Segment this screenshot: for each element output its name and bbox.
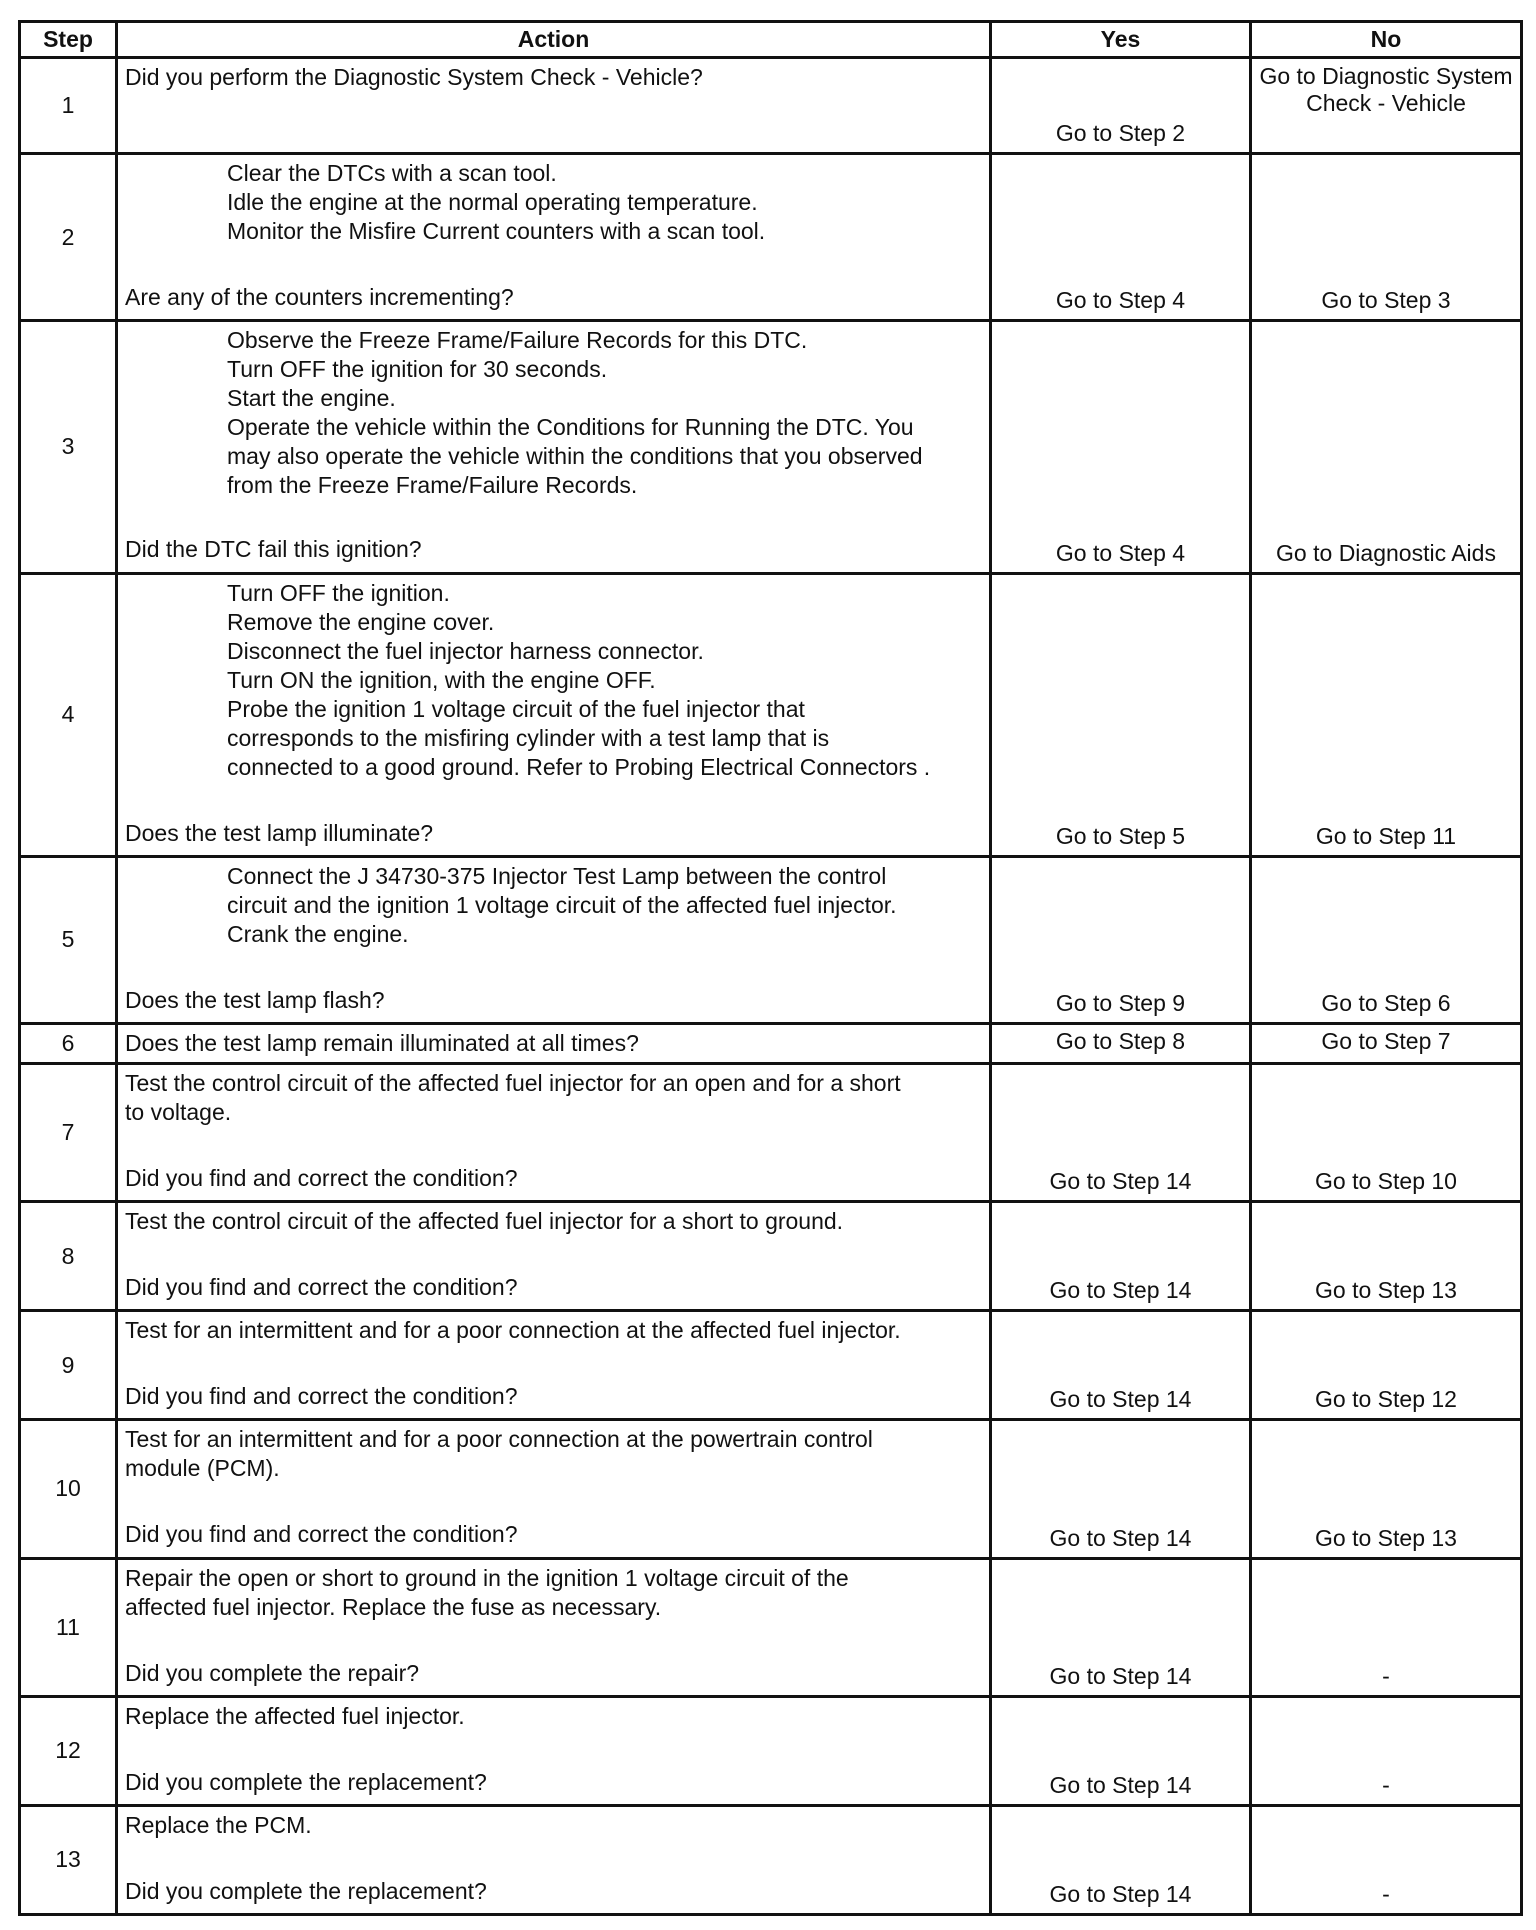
step-number: 9	[20, 1311, 117, 1420]
action-instruction: Turn ON the ignition, with the engine OFF.	[227, 666, 656, 693]
step-number: 8	[20, 1202, 117, 1311]
action-instruction: Idle the engine at the normal operating temperature.	[227, 189, 758, 216]
action-instruction: connected to a good ground. Refer to Probing Electrical Connectors .	[227, 753, 931, 780]
no-outcome: Go to Step 6	[1251, 856, 1522, 1023]
action-instruction: Monitor the Misfire Current counters with a scan tool.	[227, 218, 766, 245]
no-outcome: Go to Step 13	[1251, 1420, 1522, 1558]
action-question: Did the DTC fail this ignition?	[125, 536, 422, 563]
table-row	[20, 1420, 1522, 1558]
action-cell	[117, 58, 991, 154]
yes-outcome: Go to Step 14	[991, 1696, 1251, 1805]
action-text: affected fuel injector. Replace the fuse as necessary.	[125, 1593, 662, 1620]
action-text: Repair the open or short to ground in the ignition 1 voltage circuit of the	[125, 1564, 849, 1591]
step-number: 6	[20, 1024, 117, 1064]
action-instruction: Remove the engine cover.	[227, 608, 495, 635]
no-outcome: -	[1251, 1696, 1522, 1805]
action-question: Did you find and correct the condition?	[125, 1165, 518, 1192]
action-question: Did you complete the replacement?	[125, 1877, 487, 1904]
action-instruction: may also operate the vehicle within the conditions that you observed	[227, 443, 923, 470]
action-cell	[117, 1024, 991, 1064]
action-instruction: Operate the vehicle within the Conditions for Running the DTC. You	[227, 414, 914, 441]
action-cell	[117, 1558, 991, 1696]
action-question: Does the test lamp illuminate?	[125, 819, 434, 846]
action-cell	[117, 1202, 991, 1311]
step-number: 5	[20, 856, 117, 1023]
action-question: Are any of the counters incrementing?	[125, 284, 514, 311]
table-row	[20, 1696, 1522, 1805]
action-text: Test for an intermittent and for a poor connection at the affected fuel injector.	[125, 1317, 901, 1344]
action-cell	[117, 1805, 991, 1914]
header-yes: Yes	[991, 22, 1251, 58]
header-action: Action	[117, 22, 991, 58]
yes-outcome: Go to Step 14	[991, 1420, 1251, 1558]
step-number: 4	[20, 573, 117, 856]
action-instruction: circuit and the ignition 1 voltage circuit of the affected fuel injector.	[227, 891, 897, 918]
action-text: Replace the PCM.	[125, 1811, 312, 1838]
action-text: Test the control circuit of the affected fuel injector for an open and for a short	[125, 1070, 901, 1097]
action-instruction: from the Freeze Frame/Failure Records.	[227, 472, 638, 499]
action-instruction: corresponds to the misfiring cylinder with a test lamp that is	[227, 724, 830, 751]
action-cell	[117, 573, 991, 856]
header-row	[20, 22, 1522, 58]
header-no: No	[1251, 22, 1522, 58]
no-outcome: Go to Diagnostic System Check - Vehicle	[1251, 58, 1522, 154]
action-question: Did you find and correct the condition?	[125, 1521, 518, 1548]
action-cell	[117, 1420, 991, 1558]
yes-outcome: Go to Step 8	[991, 1024, 1251, 1064]
yes-outcome: Go to Step 5	[991, 573, 1251, 856]
action-text: to voltage.	[125, 1099, 232, 1126]
action-cell	[117, 1311, 991, 1420]
action-cell	[117, 154, 991, 321]
table-row	[20, 1202, 1522, 1311]
yes-outcome: Go to Step 4	[991, 154, 1251, 321]
action-instruction: Start the engine.	[227, 385, 396, 412]
action-text: Replace the affected fuel injector.	[125, 1702, 465, 1729]
step-number: 13	[20, 1805, 117, 1914]
no-outcome: Go to Step 12	[1251, 1311, 1522, 1420]
table-row	[20, 1805, 1522, 1914]
diagnostic-table	[18, 20, 1523, 1916]
action-cell	[117, 856, 991, 1023]
action-instruction: Observe the Freeze Frame/Failure Records for this DTC.	[227, 327, 808, 354]
action-text: Test for an intermittent and for a poor connection at the powertrain control	[125, 1426, 873, 1453]
yes-outcome: Go to Step 14	[991, 1558, 1251, 1696]
action-question: Does the test lamp flash?	[125, 986, 385, 1013]
yes-outcome: Go to Step 14	[991, 1311, 1251, 1420]
table-row	[20, 573, 1522, 856]
yes-outcome: Go to Step 4	[991, 321, 1251, 573]
no-outcome: Go to Step 13	[1251, 1202, 1522, 1311]
action-text: module (PCM).	[125, 1455, 280, 1482]
action-instruction: Clear the DTCs with a scan tool.	[227, 160, 557, 187]
no-outcome: Go to Step 7	[1251, 1024, 1522, 1064]
no-outcome: Go to Diagnostic Aids	[1251, 321, 1522, 573]
no-outcome: Go to Step 3	[1251, 154, 1522, 321]
table-row	[20, 58, 1522, 154]
table-row	[20, 154, 1522, 321]
step-number: 1	[20, 58, 117, 154]
table-row	[20, 1064, 1522, 1202]
step-number: 10	[20, 1420, 117, 1558]
action-question: Did you find and correct the condition?	[125, 1274, 518, 1301]
step-number: 12	[20, 1696, 117, 1805]
step-number: 3	[20, 321, 117, 573]
no-outcome: -	[1251, 1558, 1522, 1696]
action-cell	[117, 1696, 991, 1805]
yes-outcome: Go to Step 2	[991, 58, 1251, 154]
action-text: Does the test lamp remain illuminated at all times?	[125, 1030, 639, 1056]
action-instruction: Turn OFF the ignition for 30 seconds.	[227, 356, 608, 383]
yes-outcome: Go to Step 14	[991, 1202, 1251, 1311]
table-row	[20, 1558, 1522, 1696]
action-question: Did you complete the repair?	[125, 1659, 420, 1686]
action-question: Did you find and correct the condition?	[125, 1383, 518, 1410]
table-row	[20, 856, 1522, 1023]
step-number: 2	[20, 154, 117, 321]
no-outcome: Go to Step 11	[1251, 573, 1522, 856]
action-text: Did you perform the Diagnostic System Check - Vehicle?	[125, 64, 703, 90]
action-question: Did you complete the replacement?	[125, 1768, 487, 1795]
action-instruction: Crank the engine.	[227, 920, 409, 947]
table-row	[20, 1311, 1522, 1420]
table-row	[20, 321, 1522, 573]
no-outcome: -	[1251, 1805, 1522, 1914]
action-text: Test the control circuit of the affected fuel injector for a short to ground.	[125, 1208, 844, 1235]
action-cell	[117, 1064, 991, 1202]
yes-outcome: Go to Step 9	[991, 856, 1251, 1023]
yes-outcome: Go to Step 14	[991, 1805, 1251, 1914]
table-row	[20, 1024, 1522, 1064]
action-cell	[117, 321, 991, 573]
no-outcome: Go to Step 10	[1251, 1064, 1522, 1202]
action-instruction: Turn OFF the ignition.	[227, 579, 450, 606]
step-number: 7	[20, 1064, 117, 1202]
action-instruction: Connect the J 34730-375 Injector Test Lamp between the control	[227, 862, 887, 889]
action-instruction: Disconnect the fuel injector harness connector.	[227, 637, 704, 664]
step-number: 11	[20, 1558, 117, 1696]
action-instruction: Probe the ignition 1 voltage circuit of the fuel injector that	[227, 695, 805, 722]
yes-outcome: Go to Step 14	[991, 1064, 1251, 1202]
header-step: Step	[20, 22, 117, 58]
